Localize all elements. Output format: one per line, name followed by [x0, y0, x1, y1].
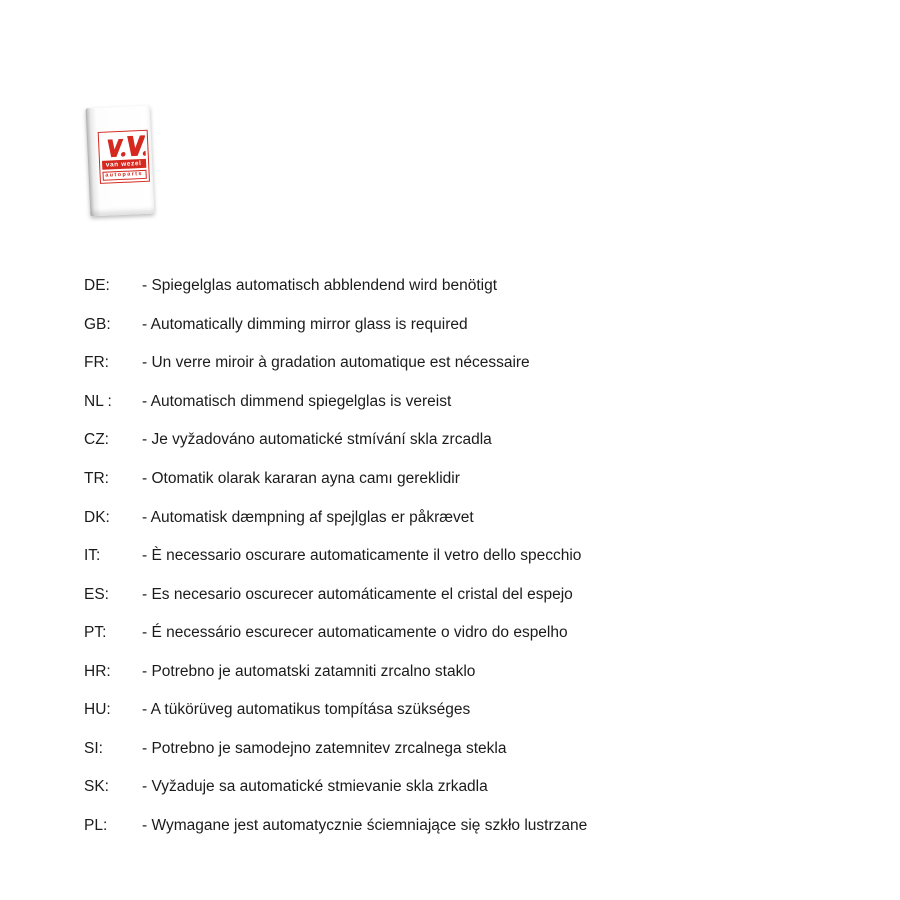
language-note-row [84, 807, 824, 846]
language-note-row [84, 614, 824, 653]
language-note-text: - Je vyžadováno automatické stmívání skla zrcadla [142, 431, 492, 449]
language-code: ES: [84, 585, 109, 603]
language-note-text: - A tükörüveg automatikus tompítása szükséges [142, 701, 471, 719]
logo-name-bar: van wezel [101, 159, 145, 170]
language-code: PT: [84, 624, 107, 642]
van-wezel-logo [97, 130, 149, 184]
language-code: IT: [84, 547, 101, 565]
language-code: FR: [84, 354, 109, 372]
language-note-text: - Automatisch dimmend spiegelglas is vereist [142, 392, 452, 410]
language-code: NL : [84, 392, 112, 410]
language-note-list [84, 267, 824, 845]
language-code: SK: [84, 778, 109, 796]
language-note-row [84, 652, 824, 691]
language-note-text: - Wymagane jest automatycznie ściemniające się szkło lustrzane [142, 816, 588, 834]
vv-monogram-icon [100, 133, 145, 161]
language-note-row [84, 575, 824, 614]
language-note-text: - Un verre miroir à gradation automatique est nécessaire [142, 354, 530, 372]
language-note-text: - Automatically dimming mirror glass is required [142, 315, 468, 333]
language-note-row [84, 383, 824, 422]
language-code: SI: [84, 739, 103, 757]
language-note-row [84, 306, 824, 345]
language-note-text: - Otomatik olarak kararan ayna camı gereklidir [142, 470, 460, 487]
language-note-row [84, 344, 824, 383]
language-note-text: - Automatisk dæmpning af spejlglas er påkrævet [142, 508, 474, 526]
language-note-text: - Potrebno je samodejno zatemnitev zrcalnega stekla [142, 739, 507, 757]
language-code: DE: [84, 277, 110, 295]
language-code: HU: [84, 701, 111, 719]
language-note-text: - Vyžaduje sa automatické stmievanie skla zrkadla [142, 778, 488, 796]
language-note-row [84, 267, 824, 306]
language-code: HR: [84, 662, 111, 680]
language-note-text: - É necessário escurecer automaticamente o vidro do espelho [142, 624, 568, 642]
logo-card [86, 106, 155, 217]
language-note-row [84, 768, 824, 807]
language-note-row [84, 421, 824, 460]
language-note-text: - Es necesario oscurecer automáticamente el cristal del espejo [142, 585, 573, 603]
language-code: CZ: [84, 431, 109, 449]
language-code: TR: [84, 470, 109, 487]
language-code: DK: [84, 508, 110, 526]
language-note-row [84, 537, 824, 576]
language-code: GB: [84, 315, 111, 333]
language-note-text: - È necessario oscurare automaticamente il vetro dello specchio [142, 547, 582, 565]
language-note-row [84, 498, 824, 537]
language-note-row [84, 460, 824, 499]
language-note-row [84, 730, 824, 769]
language-code: PL: [84, 816, 108, 834]
language-note-row [84, 691, 824, 730]
language-note-text: - Spiegelglas automatisch abblendend wird benötigt [142, 277, 498, 295]
language-note-text: - Potrebno je automatski zatamniti zrcalno staklo [142, 662, 476, 680]
logo-subtitle-bar: autoparts [102, 169, 146, 180]
